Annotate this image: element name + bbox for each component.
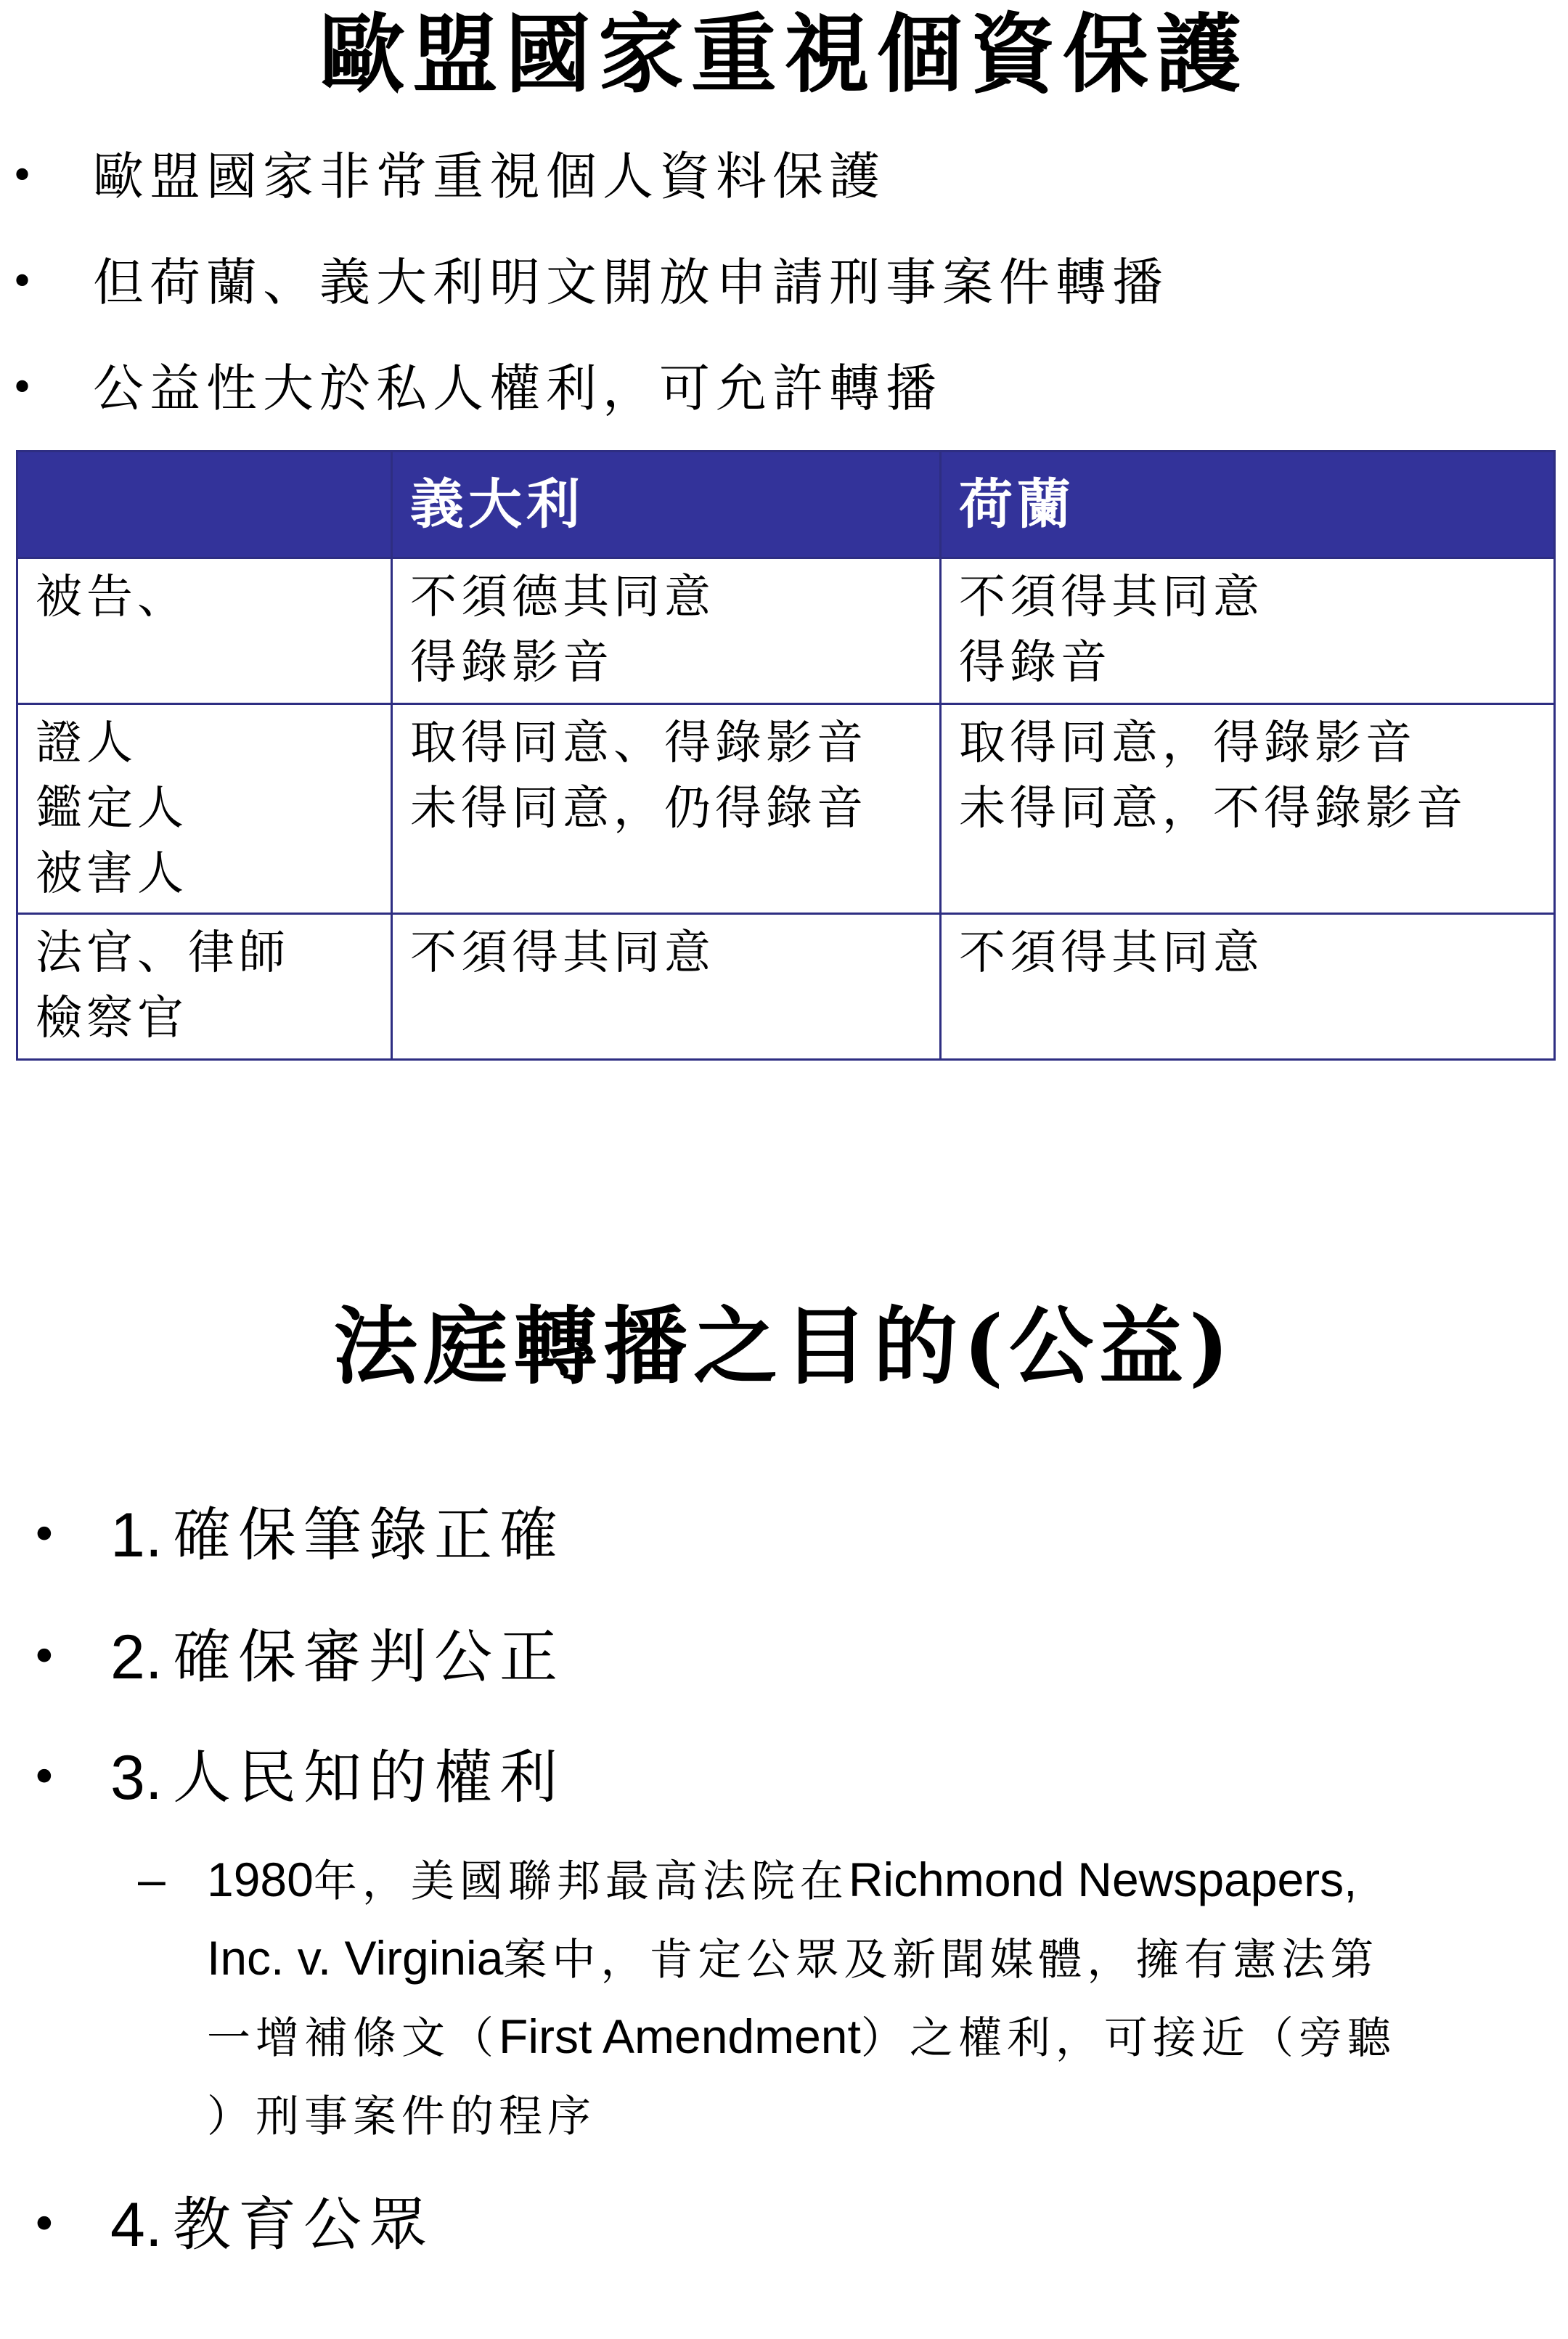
slide1-bullet-text: 歐盟國家非常重視個人資料保護 [93, 147, 886, 206]
sub-bullet-line [207, 1997, 1396, 2075]
role-cell [17, 914, 392, 1060]
bullet-label: 教育公眾 [173, 2191, 434, 2258]
cjk-text-run: ）之權利，可接近（旁聽 [860, 2013, 1396, 2064]
sub-bullet-line [207, 1840, 1357, 1919]
cjk-text-run: ）刑事案件的程序 [207, 2091, 596, 2142]
slide1-bullet-text: 公益性大於私人權利，可允許轉播 [93, 359, 942, 418]
role-line: 鑑定人 [36, 782, 188, 836]
bullet-number: 2. [110, 1622, 163, 1692]
italy-line: 未得同意，仍得錄音 [410, 782, 867, 836]
slide1-bullet [0, 335, 1568, 441]
bullet-dot: • [30, 1630, 58, 1684]
bullet-label: 確保審判公正 [173, 1623, 565, 1691]
slide1-bullet-list [0, 123, 1568, 441]
slide1-title: 歐盟國家重視個資保護 [319, 4, 1249, 105]
sub-bullet-dash: – [138, 1852, 166, 1907]
role-line: 證人 [36, 717, 137, 770]
bullet-label: 人民知的權利 [173, 1744, 565, 1811]
latin-text-run: Inc. v. Virginia [207, 1931, 504, 1985]
latin-text-run: First Amendment [499, 2009, 861, 2063]
slide2-bullet [0, 1481, 1568, 1590]
bullet-dot: • [30, 2198, 58, 2252]
slide1-bullet [0, 123, 1568, 229]
bullet-number: 3. [110, 1743, 163, 1813]
bullet-dot: • [10, 258, 41, 306]
netherlands-line: 不須得其同意 [959, 571, 1264, 624]
italy-line: 不須德其同意 [410, 571, 715, 624]
netherlands-line: 不須得其同意 [959, 926, 1264, 980]
slide2-bullet [0, 1603, 1568, 1712]
role-cell [17, 704, 392, 914]
role-line: 法官、律師 [36, 926, 290, 980]
table-row [17, 704, 1555, 914]
italy-line: 取得同意、得錄影音 [410, 717, 867, 770]
netherlands-line: 取得同意，得錄影音 [959, 717, 1416, 770]
slide2-title: 法庭轉播之目的(公益) [333, 1297, 1235, 1396]
role-line: 被告、 [36, 571, 188, 624]
latin-text-run: 1980 [207, 1853, 314, 1906]
netherlands-line: 得錄音 [959, 636, 1111, 690]
netherlands-cell [941, 558, 1555, 704]
role-cell [17, 558, 392, 704]
table-header-row [17, 452, 1555, 558]
italy-cell [392, 558, 941, 704]
slide1-bullet-text: 但荷蘭、義大利明文開放申請刑事案件轉播 [93, 253, 1169, 312]
netherlands-line: 未得同意，不得錄影音 [959, 782, 1467, 836]
bullet-dot: • [30, 1751, 58, 1805]
bullet-dot: • [30, 1509, 58, 1562]
latin-text-run: Richmond Newspapers, [848, 1853, 1357, 1906]
bullet-number: 1. [110, 1501, 163, 1570]
italy-line: 不須得其同意 [410, 926, 715, 980]
table-row [17, 914, 1555, 1060]
bullet-dot: • [10, 152, 41, 200]
bullet-label: 確保筆錄正確 [173, 1501, 565, 1569]
bullet-number: 4. [110, 2190, 163, 2260]
cjk-text-run: 一增補條文（ [207, 2013, 499, 2064]
table-header-netherlands: 荷蘭 [941, 452, 1555, 558]
role-line: 檢察官 [36, 992, 188, 1045]
netherlands-cell [941, 914, 1555, 1060]
slide1-bullet [0, 229, 1568, 335]
slide2-bullet [0, 1723, 1568, 1832]
cjk-text-run: 年，美國聯邦最高法院在 [313, 1856, 849, 1907]
comparison-table [16, 450, 1556, 1061]
italy-cell [392, 704, 941, 914]
italy-cell [392, 914, 941, 1060]
role-line: 被害人 [36, 847, 188, 901]
sub-bullet-line [207, 1919, 1379, 1997]
cjk-text-run: 案中，肯定公眾及新聞媒體，擁有憲法第 [503, 1935, 1379, 1985]
sub-bullet-line [207, 2075, 596, 2154]
table-row [17, 558, 1555, 704]
table-header-empty [17, 452, 392, 558]
netherlands-cell [941, 704, 1555, 914]
slide2-bullet [0, 2171, 1568, 2279]
bullet-dot: • [10, 364, 41, 412]
italy-line: 得錄影音 [410, 636, 613, 690]
table-header-italy: 義大利 [392, 452, 941, 558]
